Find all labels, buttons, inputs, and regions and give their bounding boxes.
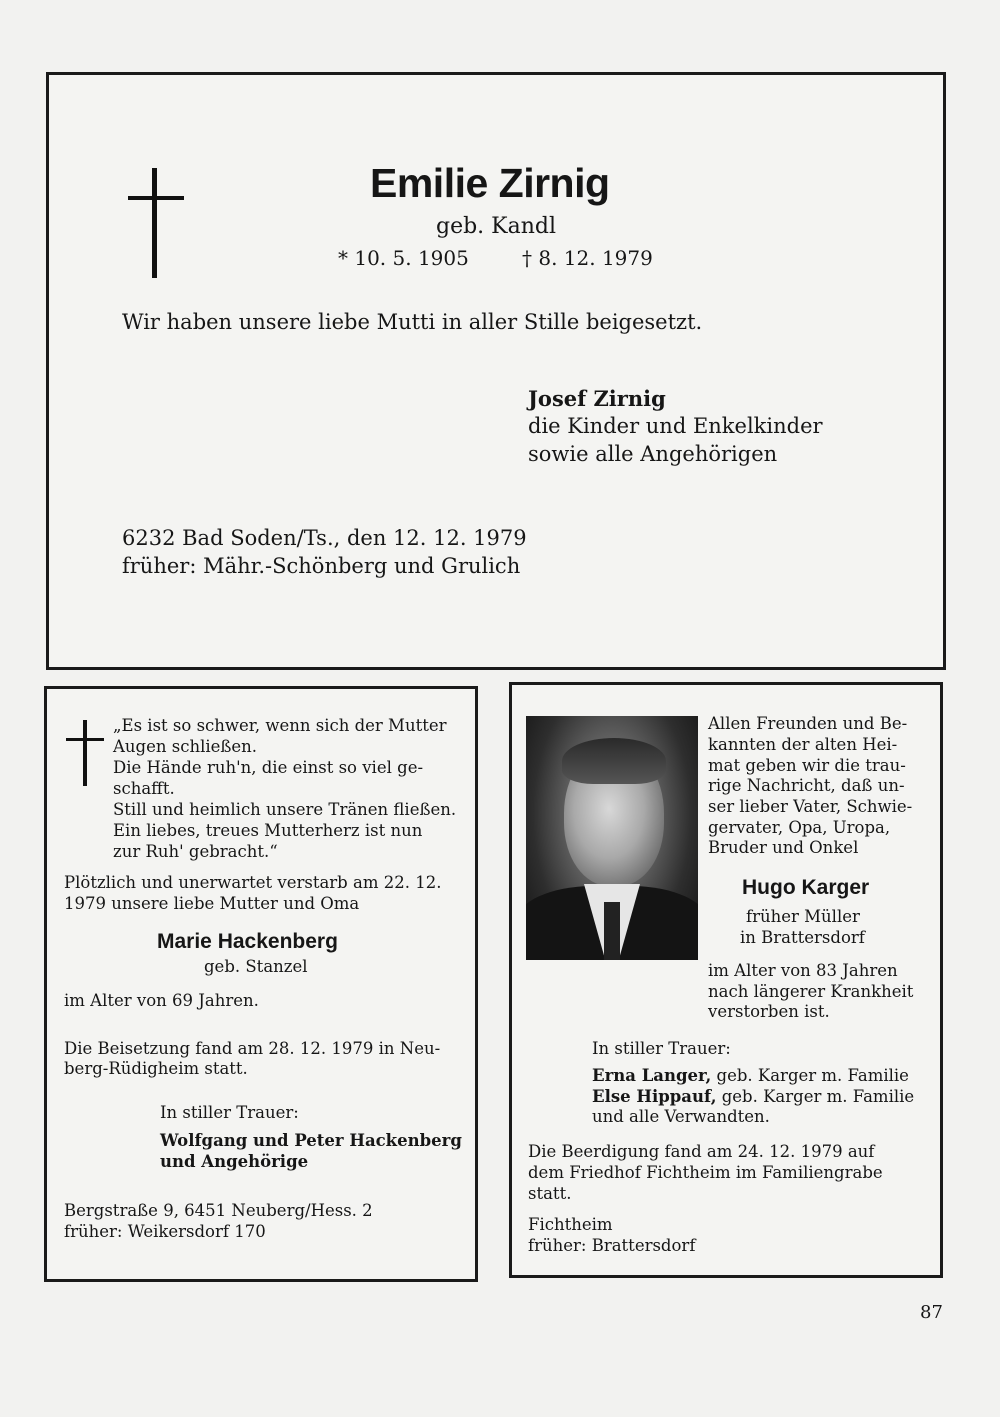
- intro-line: Allen Freunden und Be-: [708, 714, 908, 733]
- deceased-name: Marie Hackenberg: [157, 930, 338, 953]
- age: im Alter von 69 Jahren.: [64, 991, 259, 1010]
- portrait-photo: [526, 716, 698, 960]
- deceased-name: Hugo Karger: [742, 876, 870, 899]
- intro-line: kannten der alten Hei-: [708, 735, 898, 754]
- mourner-line: [592, 1087, 914, 1106]
- mourner-line: [592, 1066, 909, 1085]
- maiden-name: geb. Stanzel: [204, 957, 308, 976]
- mourner-main: Josef Zirnig: [528, 386, 666, 411]
- intro-line: Bruder und Onkel: [708, 838, 859, 857]
- address-line: früher: Weikersdorf 170: [64, 1222, 266, 1241]
- poem-line: schafft.: [113, 779, 175, 798]
- intro-line: ser lieber Vater, Schwie-: [708, 797, 913, 816]
- mourner-line: und alle Verwandten.: [592, 1107, 770, 1126]
- cross-icon: [128, 168, 184, 278]
- intro-line: Plötzlich und unerwartet verstarb am 22. 12.: [64, 873, 442, 892]
- intro-line: gervater, Opa, Uropa,: [708, 818, 891, 837]
- poem-line: Still und heimlich unsere Tränen fließen.: [113, 800, 457, 819]
- poem-line: Die Hände ruh'n, die einst so viel ge-: [113, 758, 424, 777]
- poem-line: Augen schließen.: [113, 737, 258, 756]
- burial-line: berg-Rüdigheim statt.: [64, 1059, 248, 1078]
- maiden-name: geb. Kandl: [436, 214, 557, 239]
- deceased-name: Emilie Zirnig: [370, 160, 610, 206]
- intro-line: rige Nachricht, daß un-: [708, 776, 905, 795]
- death-date: † 8. 12. 1979: [522, 246, 653, 270]
- statement: Wir haben unsere liebe Mutti in aller Stille beigesetzt.: [122, 310, 703, 334]
- mourner-line: und Angehörige: [160, 1152, 309, 1171]
- mourner-line: Wolfgang und Peter Hackenberg: [160, 1131, 462, 1150]
- former-residence: früher: Mähr.-Schönberg und Grulich: [122, 554, 521, 578]
- page-number: 87: [920, 1302, 943, 1323]
- mourner-detail: geb. Karger m. Familie: [711, 1066, 909, 1085]
- mourner-line: die Kinder und Enkelkinder: [528, 414, 823, 438]
- occupation-line: früher Müller: [746, 907, 860, 926]
- mourning-label: In stiller Trauer:: [592, 1039, 731, 1058]
- birth-date: * 10. 5. 1905: [338, 246, 469, 270]
- age-line: verstorben ist.: [708, 1002, 830, 1021]
- age-line: nach längerer Krankheit: [708, 982, 914, 1001]
- mourning-label: In stiller Trauer:: [160, 1103, 299, 1122]
- burial-line: Die Beisetzung fand am 28. 12. 1979 in Neu-: [64, 1039, 441, 1058]
- mourner-name: Else Hippauf,: [592, 1087, 717, 1106]
- poem-line: Ein liebes, treues Mutterherz ist nun: [113, 821, 423, 840]
- mourner-detail: geb. Karger m. Familie: [716, 1087, 915, 1106]
- age-line: im Alter von 83 Jahren: [708, 961, 898, 980]
- intro-line: 1979 unsere liebe Mutter und Oma: [64, 894, 360, 913]
- occupation-line: in Brattersdorf: [740, 928, 865, 947]
- burial-line: statt.: [528, 1184, 572, 1203]
- mourner-name: Erna Langer,: [592, 1066, 712, 1085]
- portrait-tie: [604, 902, 620, 960]
- intro-line: mat geben wir die trau-: [708, 756, 906, 775]
- burial-line: Die Beerdigung fand am 24. 12. 1979 auf: [528, 1142, 875, 1161]
- poem-line: zur Ruh' gebracht.“: [113, 842, 278, 861]
- place-line: früher: Brattersdorf: [528, 1236, 696, 1255]
- address-line: Bergstraße 9, 6451 Neuberg/Hess. 2: [64, 1201, 373, 1220]
- place-line: Fichtheim: [528, 1215, 613, 1234]
- burial-line: dem Friedhof Fichtheim im Familiengrabe: [528, 1163, 883, 1182]
- cross-icon: [66, 720, 104, 786]
- poem-line: „Es ist so schwer, wenn sich der Mutter: [113, 716, 447, 735]
- place-date: 6232 Bad Soden/Ts., den 12. 12. 1979: [122, 526, 527, 550]
- portrait-hair: [562, 738, 666, 784]
- mourner-line: sowie alle Angehörigen: [528, 442, 778, 466]
